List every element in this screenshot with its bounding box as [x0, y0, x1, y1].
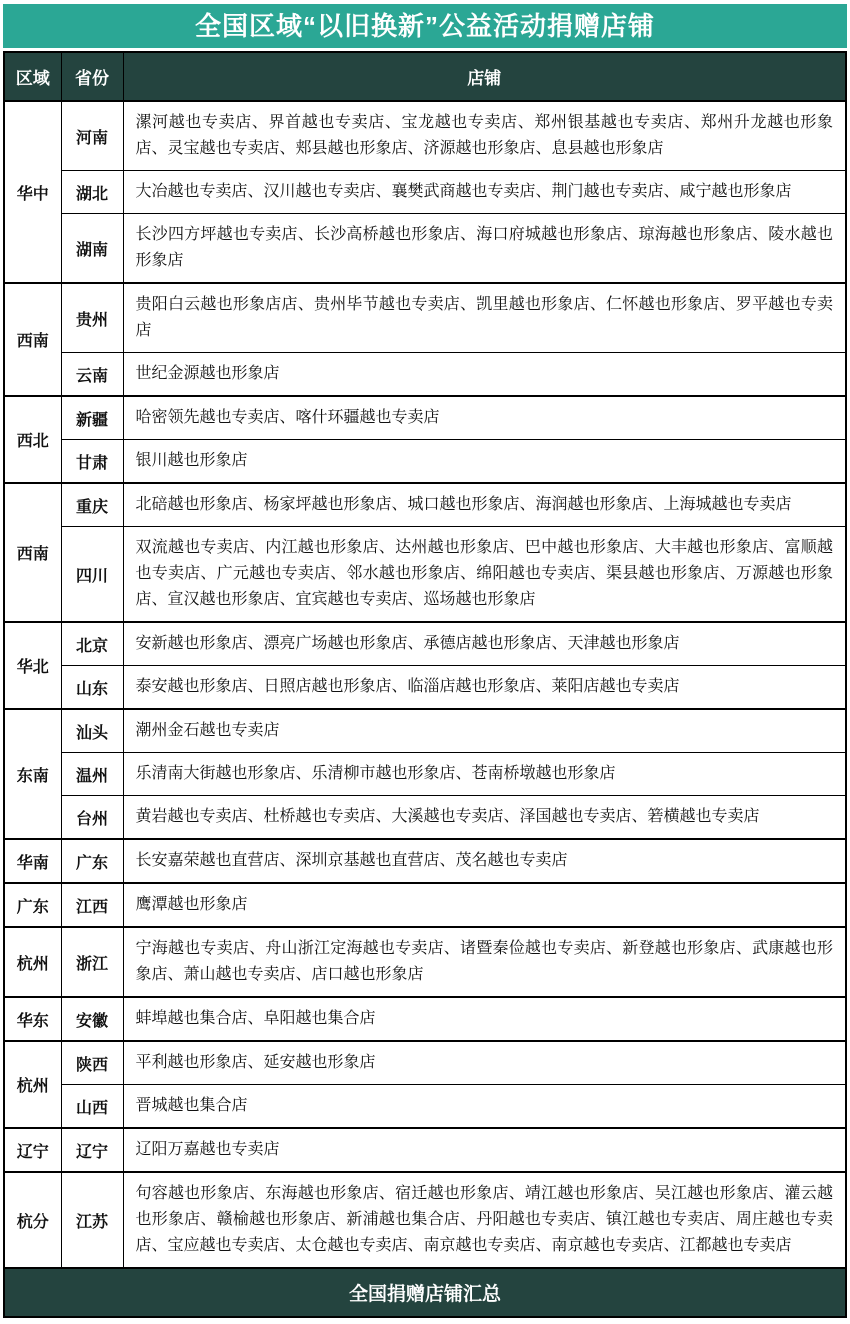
store-table — [3, 51, 847, 1318]
stores-cell: 晋城越也集合店 — [123, 1085, 846, 1129]
region-group-huazhong — [4, 101, 846, 283]
region-cell: 杭州 — [4, 1041, 61, 1128]
region-group-hangzhou-2 — [4, 1041, 846, 1128]
province-cell: 浙江 — [61, 927, 123, 997]
region-group-guangdong — [4, 883, 846, 927]
province-cell: 贵州 — [61, 283, 123, 353]
table-row — [4, 527, 846, 623]
stores-cell: 北碚越也形象店、杨家坪越也形象店、城口越也形象店、海润越也形象店、上海城越也专卖店 — [123, 483, 846, 527]
province-cell: 陕西 — [61, 1041, 123, 1085]
province-cell: 新疆 — [61, 396, 123, 440]
header-row — [4, 52, 846, 101]
stores-cell: 宁海越也专卖店、舟山浙江定海越也专卖店、诸暨秦俭越也专卖店、新登越也形象店、武康越也形象店、萧山越也专卖店、店口越也形象店 — [123, 927, 846, 997]
table-row — [4, 483, 846, 527]
stores-cell: 潮州金石越也专卖店 — [123, 709, 846, 753]
stores-cell: 蚌埠越也集合店、阜阳越也集合店 — [123, 997, 846, 1041]
stores-cell: 鹰潭越也形象店 — [123, 883, 846, 927]
province-cell: 温州 — [61, 753, 123, 796]
region-group-huabei — [4, 622, 846, 709]
region-group-xibei — [4, 396, 846, 483]
region-cell: 华东 — [4, 997, 61, 1041]
stores-cell: 银川越也形象店 — [123, 440, 846, 484]
stores-cell: 贵阳白云越也形象店店、贵州毕节越也专卖店、凯里越也形象店、仁怀越也形象店、罗平越也专卖店 — [123, 283, 846, 353]
table-row — [4, 1128, 846, 1172]
stores-cell: 句容越也形象店、东海越也形象店、宿迁越也形象店、靖江越也形象店、吴江越也形象店、灌云越也形象店、赣榆越也形象店、新浦越也集合店、丹阳越也专卖店、镇江越也专卖店、周庄越也专卖店、宝应越也专卖店、太仓越也专卖店、南京越也专卖店、南京越也专卖店、江都越也专卖店 — [123, 1172, 846, 1268]
stores-cell: 长安嘉荣越也直营店、深圳京基越也直营店、茂名越也专卖店 — [123, 839, 846, 883]
province-cell: 湖北 — [61, 171, 123, 214]
region-cell: 杭州 — [4, 927, 61, 997]
column-header-region: 区域 — [4, 52, 61, 101]
region-cell: 华北 — [4, 622, 61, 709]
region-group-huadong — [4, 997, 846, 1041]
region-cell: 西北 — [4, 396, 61, 483]
stores-cell: 泰安越也形象店、日照店越也形象店、临淄店越也形象店、莱阳店越也专卖店 — [123, 666, 846, 710]
stores-cell: 辽阳万嘉越也专卖店 — [123, 1128, 846, 1172]
region-group-hangzhou-1 — [4, 927, 846, 997]
table-row — [4, 353, 846, 397]
footer-row — [4, 1268, 846, 1317]
region-cell: 辽宁 — [4, 1128, 61, 1172]
region-cell: 东南 — [4, 709, 61, 839]
table-row — [4, 396, 846, 440]
region-group-huanan — [4, 839, 846, 883]
table-row — [4, 440, 846, 484]
column-header-stores: 店铺 — [123, 52, 846, 101]
province-cell: 云南 — [61, 353, 123, 397]
page-title: 全国区域“以旧换新”公益活动捐赠店铺 — [3, 4, 847, 48]
table-row — [4, 839, 846, 883]
province-cell: 江苏 — [61, 1172, 123, 1268]
table-row — [4, 997, 846, 1041]
province-cell: 广东 — [61, 839, 123, 883]
region-cell: 广东 — [4, 883, 61, 927]
province-cell: 湖南 — [61, 214, 123, 284]
province-cell: 台州 — [61, 796, 123, 840]
table-row — [4, 796, 846, 840]
table-row — [4, 1172, 846, 1268]
stores-cell: 双流越也专卖店、内江越也形象店、达州越也形象店、巴中越也形象店、大丰越也形象店、富顺越也专卖店、广元越也专卖店、邻水越也形象店、绵阳越也专卖店、渠县越也形象店、万源越也形象店、宣汉越也形象店、宜宾越也专卖店、巡场越也形象店 — [123, 527, 846, 623]
province-cell: 北京 — [61, 622, 123, 666]
province-cell: 河南 — [61, 101, 123, 171]
table-row — [4, 101, 846, 171]
table-row — [4, 283, 846, 353]
stores-cell: 大冶越也专卖店、汉川越也专卖店、襄樊武商越也专卖店、荆门越也专卖店、咸宁越也形象店 — [123, 171, 846, 214]
region-cell: 西南 — [4, 283, 61, 396]
stores-cell: 安新越也形象店、漂亮广场越也形象店、承德店越也形象店、天津越也形象店 — [123, 622, 846, 666]
stores-cell: 平利越也形象店、延安越也形象店 — [123, 1041, 846, 1085]
region-group-dongnan — [4, 709, 846, 839]
table-row — [4, 709, 846, 753]
province-cell: 四川 — [61, 527, 123, 623]
stores-cell: 黄岩越也专卖店、杜桥越也专卖店、大溪越也专卖店、泽国越也专卖店、箬横越也专卖店 — [123, 796, 846, 840]
province-cell: 安徽 — [61, 997, 123, 1041]
province-cell: 甘肃 — [61, 440, 123, 484]
province-cell: 山西 — [61, 1085, 123, 1129]
region-group-xinan-1 — [4, 283, 846, 396]
region-cell: 西南 — [4, 483, 61, 622]
region-group-xinan-2 — [4, 483, 846, 622]
stores-cell: 长沙四方坪越也专卖店、长沙高桥越也形象店、海口府城越也形象店、琼海越也形象店、陵水越也形象店 — [123, 214, 846, 284]
stores-cell: 漯河越也专卖店、界首越也专卖店、宝龙越也专卖店、郑州银基越也专卖店、郑州升龙越也形象店、灵宝越也专卖店、郏县越也形象店、济源越也形象店、息县越也形象店 — [123, 101, 846, 171]
column-header-province: 省份 — [61, 52, 123, 101]
table-row — [4, 883, 846, 927]
province-cell: 汕头 — [61, 709, 123, 753]
region-cell: 杭分 — [4, 1172, 61, 1268]
stores-cell: 哈密领先越也专卖店、喀什环疆越也专卖店 — [123, 396, 846, 440]
province-cell: 辽宁 — [61, 1128, 123, 1172]
province-cell: 江西 — [61, 883, 123, 927]
table-row — [4, 753, 846, 796]
region-cell: 华南 — [4, 839, 61, 883]
table-row — [4, 171, 846, 214]
region-group-liaoning — [4, 1128, 846, 1172]
table-row — [4, 927, 846, 997]
table-row — [4, 1041, 846, 1085]
table-row — [4, 666, 846, 710]
table-row — [4, 622, 846, 666]
region-cell: 华中 — [4, 101, 61, 283]
table-row — [4, 214, 846, 284]
region-group-hangfen — [4, 1172, 846, 1268]
table-row — [4, 1085, 846, 1129]
stores-cell: 世纪金源越也形象店 — [123, 353, 846, 397]
table-footer: 全国捐赠店铺汇总 — [4, 1268, 846, 1317]
province-cell: 重庆 — [61, 483, 123, 527]
stores-cell: 乐清南大街越也形象店、乐清柳市越也形象店、苍南桥墩越也形象店 — [123, 753, 846, 796]
province-cell: 山东 — [61, 666, 123, 710]
